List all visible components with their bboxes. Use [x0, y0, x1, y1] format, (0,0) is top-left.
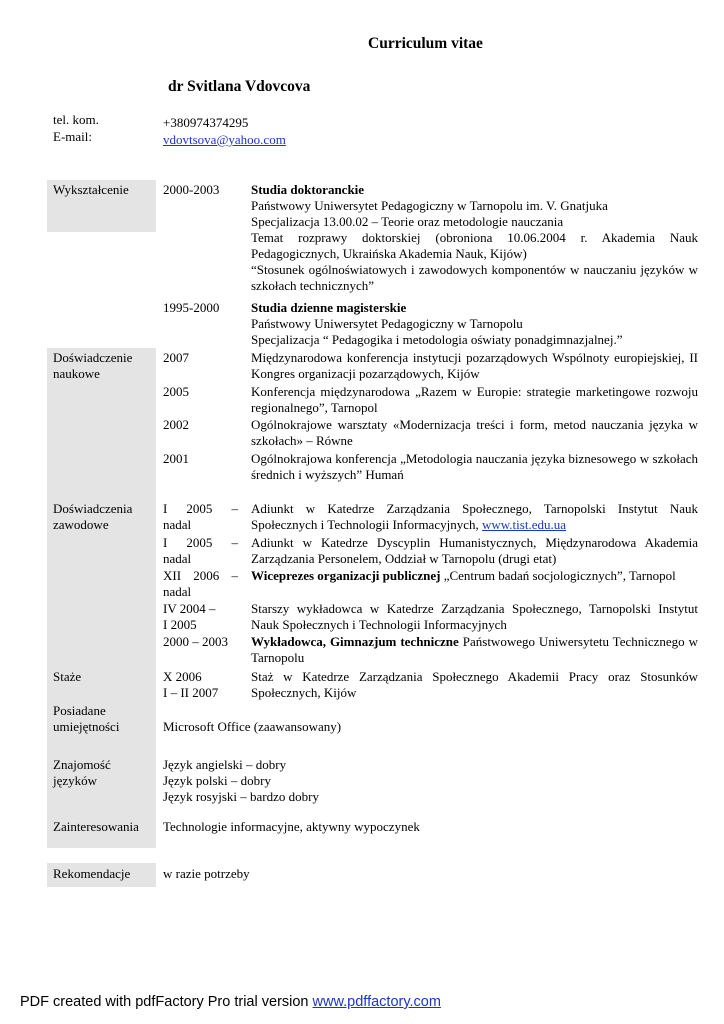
research-entry: Ogólnokrajowa konferencja „Metodologia nauczania języka biznesowego w szkołach średnich i wyższych” Humań — [251, 451, 698, 482]
email-label: E-mail: — [53, 129, 92, 144]
internship-entry: Staż w Katedrze Zarządzania Społecznego Akademii Pracy oraz Stosunków Społecznych, Kijów — [251, 669, 698, 700]
research-entry: Ogólnokrajowe warsztaty «Modernizacja treści i form, metod nauczania języka w szkołach» – Równe — [251, 417, 698, 448]
work-date-end: nadal — [163, 517, 192, 532]
languages-label-line: języków — [53, 773, 98, 788]
language-item: Język rosyjski – bardzo dobry — [163, 789, 319, 804]
interests-label: Zainteresowania — [53, 819, 139, 834]
work-entry — [251, 634, 698, 666]
document-title: Curriculum vitae — [368, 35, 483, 52]
language-item: Język polski – dobry — [163, 773, 271, 788]
work-entry-text: Państwowego Uniwersytetu Technicznego w Tarnopolu — [251, 634, 699, 665]
work-date-end: nadal — [163, 551, 192, 566]
education-line: Specjalizacja 13.00.02 – Teorie oraz metodologie nauczania — [251, 214, 564, 229]
internship-date-end: I – II 2007 — [163, 685, 219, 700]
work-entry-text: „Centrum badań socjologicznych”, Tarnopol — [443, 568, 676, 583]
footer-link[interactable]: www.pdffactory.com — [312, 994, 441, 1010]
languages-list — [163, 757, 319, 805]
work-entry-role: Wykładowca, Gimnazjum techniczne — [251, 634, 459, 649]
research-label-line: Doświadczenie — [53, 350, 133, 365]
work-entry — [251, 568, 698, 584]
skills-label-line: Posiadane — [53, 703, 106, 718]
research-date: 2007 — [163, 350, 189, 365]
research-date: 2005 — [163, 384, 189, 399]
education-title: Studia doktoranckie — [251, 182, 365, 197]
education-line: Państwowy Uniwersytet Pedagogiczny w Tarnopolu im. V. Gnatjuka — [251, 198, 608, 213]
references-label: Rekomendacje — [53, 866, 131, 881]
work-entry: Adiunkt w Katedrze Dyscyplin Humanistycznych, Międzynarodowa Akademia Zarządzania Personelem, Oddział w Tarnopolu (drugi etat) — [251, 535, 698, 566]
work-date-start: I 2005 – — [163, 535, 238, 550]
research-entry: Międzynarodowa konferencja instytucji pozarządowych Wspólnoty europiejskiej, II Kongres organizacji pozarządowych, Kijów — [251, 350, 698, 381]
education-line: Specjalizacja “ Pedagogika i metodologia oświaty ponadgimnazjalnej.” — [251, 332, 623, 347]
education-date: 2000-2003 — [163, 182, 220, 197]
skills-label-line: umiejętności — [53, 719, 120, 734]
internship-date-start: X 2006 — [163, 669, 202, 684]
skills-value: Microsoft Office (zaawansowany) — [163, 719, 342, 734]
work-entry — [251, 501, 698, 533]
references-value: w razie potrzeby — [163, 866, 250, 881]
research-date: 2001 — [163, 451, 189, 466]
research-label — [53, 350, 132, 382]
languages-label-line: Znajomość — [53, 757, 111, 772]
education-line: “Stosunek ogólnoświatowych i zawodowych komponentów w nauczaniu języków w szkołach technicznych” — [251, 262, 698, 293]
work-entry-text: Adiunkt w Katedrze Zarządzania Społecznego, Tarnopolski Instytut Nauk Społecznych i Technologii Informacyjnych, — [251, 501, 698, 532]
education-line: Temat rozprawy doktorskiej (obroniona 10.06.2004 r. Akademia Nauk Pedagogicznych, Ukraińska Akademia Nauk, Kijów) — [251, 230, 698, 261]
work-date-end: I 2005 — [163, 617, 197, 632]
education-title: Studia dzienne magisterskie — [251, 300, 407, 315]
email-link[interactable]: vdovtsova@yahoo.com — [163, 132, 286, 147]
research-entry: Konferencja międzynarodowa „Razem w Europie: strategie marketingowe rozwoju regionalnego”, Tarnopol — [251, 384, 698, 415]
work-entry-role: Wiceprezes organizacji publicznej — [251, 568, 441, 583]
pdf-footer — [20, 994, 441, 1010]
research-date: 2002 — [163, 417, 189, 432]
languages-label — [53, 757, 111, 789]
interests-value: Technologie informacyjne, aktywny wypoczynek — [163, 819, 420, 834]
work-label-line: zawodowe — [53, 517, 109, 532]
work-date-start: IV 2004 – — [163, 601, 216, 616]
education-date: 1995-2000 — [163, 300, 220, 315]
work-label-line: Doświadczenia — [53, 501, 133, 516]
language-item: Język angielski – dobry — [163, 757, 287, 772]
education-line: Państwowy Uniwersytet Pedagogiczny w Tarnopolu — [251, 316, 523, 331]
research-label-line: naukowe — [53, 366, 100, 381]
internship-label: Staże — [53, 669, 82, 684]
candidate-name: dr Svitlana Vdovcova — [168, 78, 311, 95]
education-entry — [251, 300, 698, 348]
footer-text: PDF created with pdfFactory Pro trial version — [20, 994, 313, 1010]
work-entry-link[interactable]: www.tist.edu.ua — [481, 517, 566, 532]
other-label-bg — [47, 666, 156, 819]
work-date-start: XII 2006 – — [163, 568, 238, 583]
work-date-start: 2000 – 2003 — [163, 634, 228, 649]
work-label — [53, 501, 132, 533]
phone-label: tel. kom. — [53, 112, 99, 127]
work-date-start: I 2005 – — [163, 501, 238, 516]
education-entry — [251, 182, 698, 294]
work-date-end: nadal — [163, 584, 192, 599]
work-entry: Starszy wykładowca w Katedrze Zarządzania Społecznego, Tarnopolski Instytut Nauk Społecznych i Technologii Informacyjnych — [251, 601, 698, 632]
skills-label — [53, 703, 119, 735]
education-label: Wykształcenie — [53, 182, 129, 197]
phone-value: +380974374295 — [163, 115, 249, 130]
